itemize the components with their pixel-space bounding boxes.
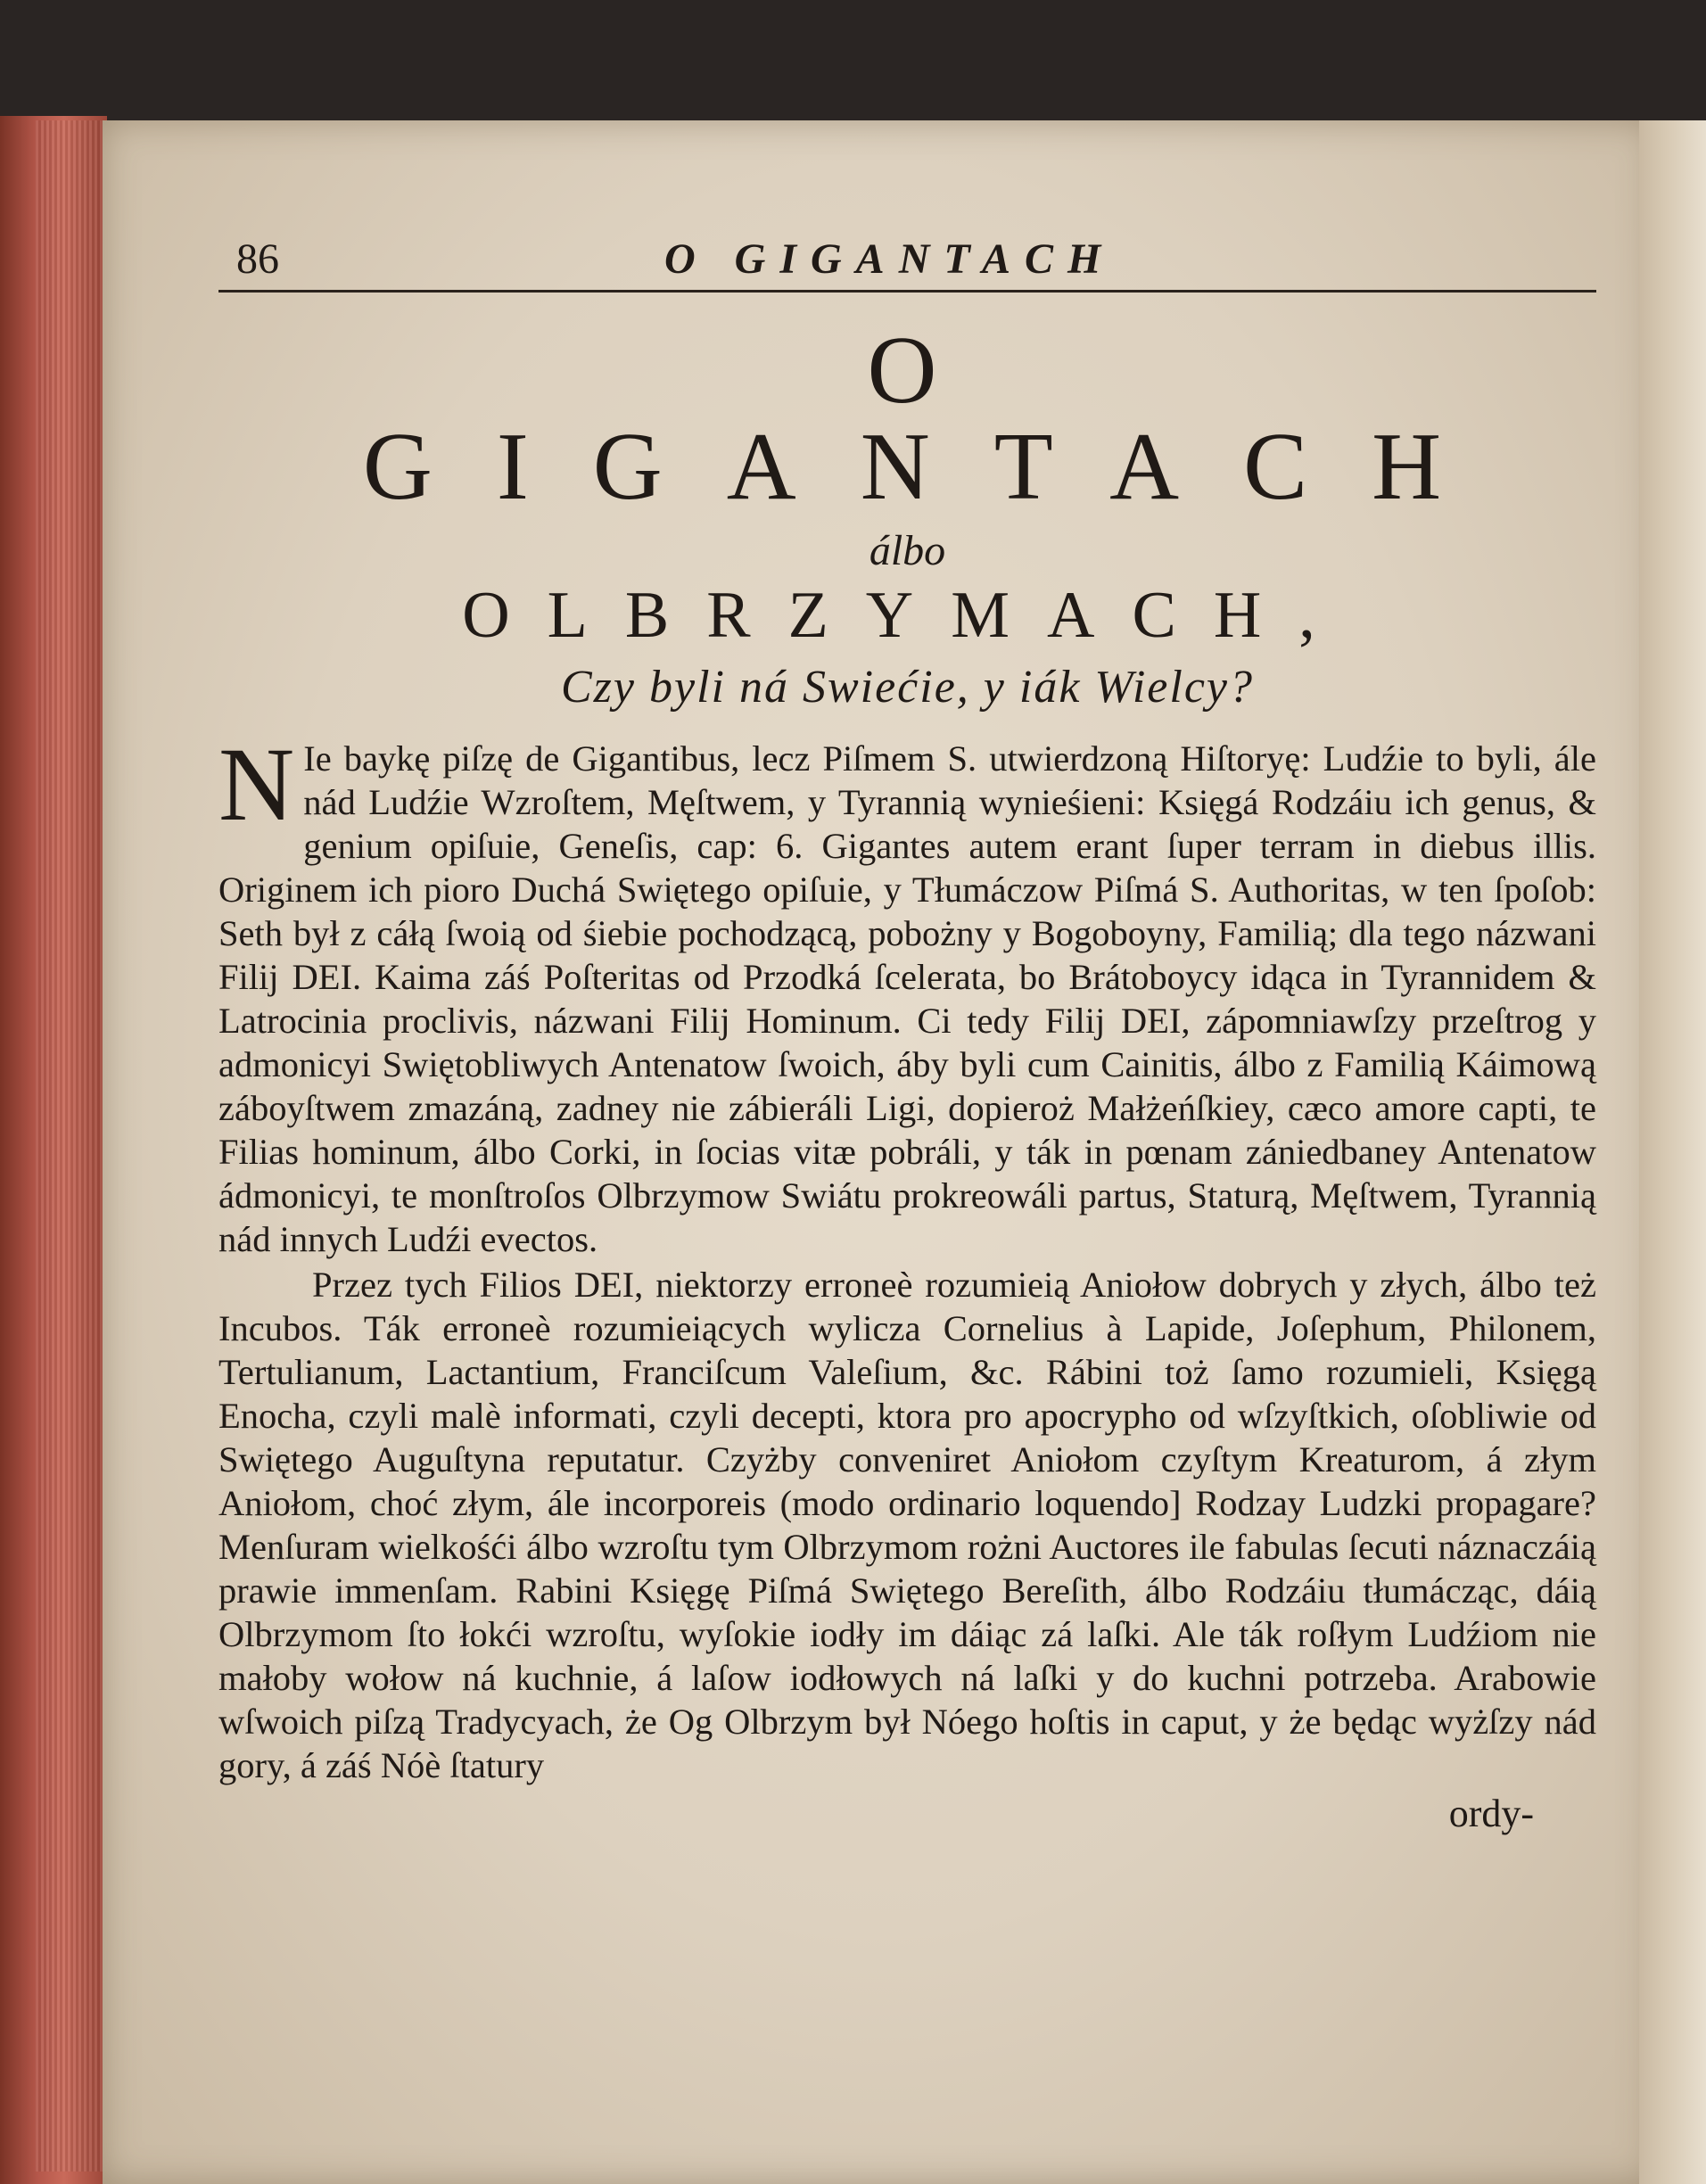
catchword: ordy- bbox=[1448, 1792, 1534, 1835]
book-gutter bbox=[1639, 120, 1706, 2184]
running-title: O GIGANTACH bbox=[664, 235, 1116, 283]
paragraph-1 bbox=[218, 726, 1596, 1261]
paragraph-2: Przez tych Filios DEI, niektorzy erroneè rozumieią Aniołow dobrych y złych, álbo też Incubos. Ták erroneè rozumieiących wylicza Cornelius à Lapide, Joſephum, Philonem, Tertulianum, Lactantium, Franciſcum Valeſium, &c. Rábini toż ſamo rozumieli, Księgą Enocha, czyli malè informati, czyli decepti, ktora pro apocrypho od wſzyſtkich, oſobliwie od Swiętego Auguſtyna reputatur. Czyżby conveniret Aniołom czyſtym Kreaturom, á złym Aniołom, choć złym, ále incorporeis (modo ordinario loquendo] Rodzay Ludzki propagare? Menſuram wielkośći álbo wzroſtu tym Olbrzymom rożni Auctores ile fabulas ſecuti náznaczáią prawie immenſam. Rabini Księgę Piſmá Swiętego Bereſith, álbo Rodzáiu tłumácząc, dáią Olbrzymom ſto łokći wzroſtu, wyſokie iodły im dáiąc zá laſki. Ale ták roſłym Ludźiom nie małoby wołow ná kuchnie, á laſow iodłowych ná laſki y do kuchni potrzeba. Arabowie wſwoich piſzą Tradycyach, że Og Olbrzym był Nóego hoſtis in caput, y że będąc wyżſzy nád gory, á záś Nóè ſtatury bbox=[218, 1265, 1596, 1785]
body-text bbox=[218, 726, 1596, 1787]
page-number: 86 bbox=[236, 235, 279, 283]
running-head bbox=[218, 227, 1596, 293]
chapter-title: O GIGANTACH bbox=[362, 317, 1506, 520]
drop-cap: N bbox=[218, 726, 295, 843]
title-connector: álbo bbox=[869, 527, 946, 574]
title-question: Czy byli ná Swiećie, y iák Wielcy? bbox=[561, 662, 1254, 713]
page-edges-stack bbox=[36, 120, 111, 2172]
paragraph-1-text: Ie baykę piſzę de Gigantibus, lecz Piſmem S. utwierdzoną Hiſtoryę: Ludźie to byli, ále nád Ludźie Wzroſtem, Męſtwem, y Tyrannią wynieśieni: Księgá Rodzáiu ich genus, & genium opiſuie, Geneſis, cap: 6. Gigantes autem erant ſuper terram in diebus illis. Originem ich pioro Duchá Swiętego opiſuie, y Tłumáczow Piſmá S. Authoritas, w ten ſpoſob: Seth był z cáłą ſwoią od śiebie pochodzącą, pobożny y Bogoboyny, Familią; dla tego názwani Filij DEI. Kaima záś Poſteritas od Przodká ſcelerata, bo Brátoboycy idąca in Tyrannidem & Latrocinia proclivis, názwani Filij Hominum. Ci tedy Filij DEI, zápomniawſzy przeſtrog y admonicyi Swiętobliwych Antenatow ſwoich, áby byli cum Cainitis, álbo z Familią Káimową záboyſtwem zmazáną, zadney nie zábieráli Ligi, dopieroż Małżeńſkiey, cæco amore capti, te Filias hominum, álbo Corki, in ſocias vitæ pobráli, y ták in pœnam zániedbaney Antenatow ádmonicyi, te monſtroſos Olbrzymow Swiátu prokreowáli partus, Staturą, Męſtwem, Tyrannią nád innych Ludźi evectos. bbox=[218, 738, 1596, 1259]
page-content bbox=[218, 227, 1596, 1836]
chapter-subtitle: OLBRZYMACH, bbox=[462, 579, 1353, 652]
